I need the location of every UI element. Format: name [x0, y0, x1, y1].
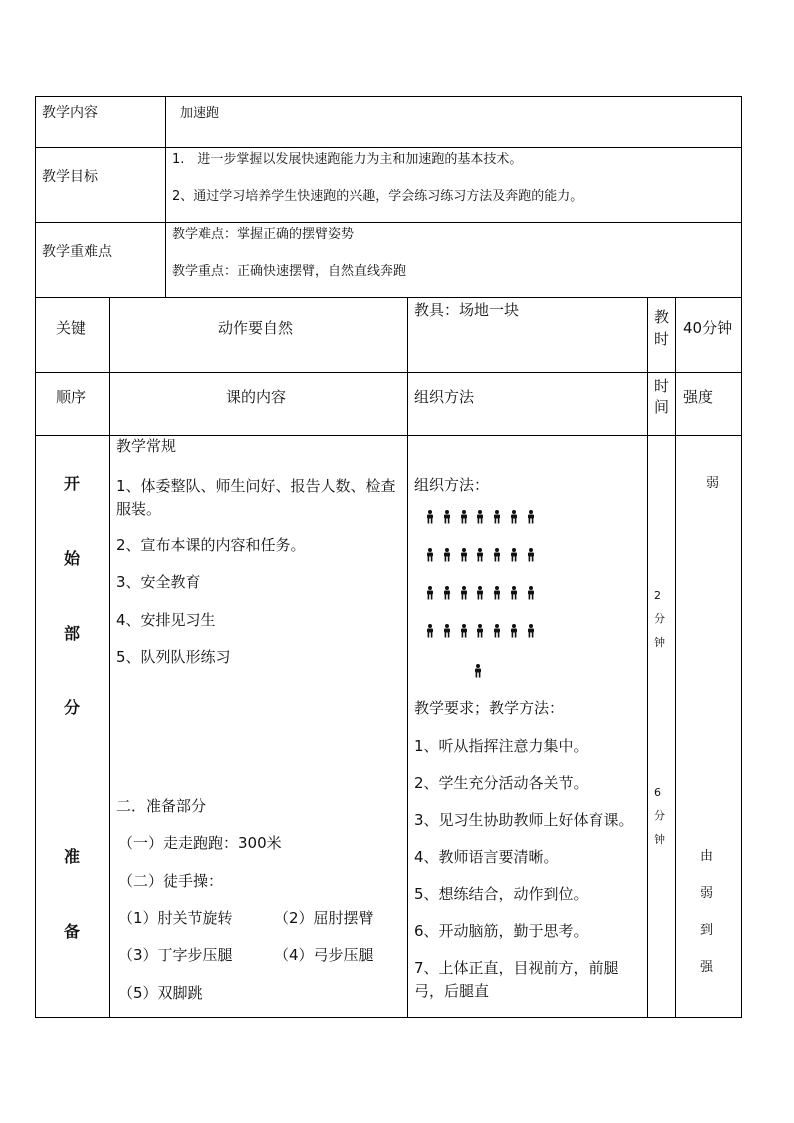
- student-figure-icon: [426, 624, 434, 638]
- requirement-item: 7、上体正直，目视前方，前腿弓，后腿直: [414, 959, 619, 1001]
- section-prep-char: 准: [64, 847, 81, 866]
- time-header: 时间: [654, 377, 670, 416]
- routine-item: 5、队列队形练习: [116, 648, 231, 666]
- org-method-title: 组织方法：: [414, 476, 490, 494]
- difficulty-label: 教学重难点: [42, 244, 112, 260]
- requirement-item: 4、教师语言要清晰。: [414, 848, 559, 866]
- prep-intensity-char: 弱: [700, 886, 714, 901]
- routine-item: 1、体委整队、师生问好、报告人数、检查服装。: [116, 477, 396, 519]
- prep-intensity-char: 到: [700, 923, 714, 938]
- student-figure-icon: [443, 624, 451, 638]
- routine-item: 2、宣布本课的内容和任务。: [116, 536, 306, 554]
- student-figure-icon: [527, 586, 535, 600]
- student-figure-icon: [474, 664, 482, 678]
- content-label: 教学内容: [42, 105, 98, 121]
- student-figure-icon: [493, 510, 501, 524]
- student-figure-icon: [527, 548, 535, 562]
- student-figure-icon: [527, 510, 535, 524]
- method-header: 组织方法: [414, 388, 475, 406]
- student-figure-icon: [426, 510, 434, 524]
- exercise-item: （2）屈肘摆臂: [274, 909, 374, 927]
- table-line: [35, 297, 742, 298]
- routine-title: 教学常规: [116, 437, 177, 455]
- order-header: 顺序: [56, 388, 87, 406]
- section-prep-char: 备: [64, 922, 81, 941]
- start-intensity: 弱: [706, 476, 720, 491]
- student-figure-icon: [443, 586, 451, 600]
- table-border-bottom: [35, 1017, 742, 1018]
- teach-time-label: 教时: [654, 308, 670, 348]
- exercise-item: （5）双脚跳: [118, 984, 203, 1002]
- student-figure-icon: [510, 624, 518, 638]
- content-header: 课的内容: [226, 388, 287, 406]
- start-time-char: 2: [654, 589, 661, 602]
- prep-intensity-char: 由: [700, 849, 714, 864]
- prep-time-char: 钟: [654, 833, 665, 846]
- intensity-header: 强度: [683, 388, 714, 406]
- routine-item: 3、安全教育: [116, 573, 201, 591]
- student-figure-icon: [426, 548, 434, 562]
- section-start-char: 部: [64, 624, 81, 643]
- student-figure-icon: [510, 548, 518, 562]
- section-start-char: 始: [64, 549, 81, 568]
- student-figure-icon: [510, 586, 518, 600]
- student-figure-icon: [443, 510, 451, 524]
- table-line: [35, 435, 742, 436]
- table-line: [35, 222, 742, 223]
- prep-item: （一）走走跑跑：300米: [118, 834, 282, 852]
- student-figure-icon: [426, 586, 434, 600]
- table-border-top: [35, 96, 742, 97]
- student-figure-icon: [493, 586, 501, 600]
- key-point-text: 教学重点：正确快速摆臂，自然直线奔跑: [172, 264, 407, 279]
- requirement-item: 2、学生充分活动各关节。: [414, 774, 589, 792]
- student-figure-icon: [443, 548, 451, 562]
- table-border-right: [741, 96, 742, 1018]
- student-figure-icon: [527, 624, 535, 638]
- requirement-item: 6、开动脑筋，勤于思考。: [414, 922, 589, 940]
- prep-intensity-char: 强: [700, 960, 714, 975]
- key-label: 关键: [56, 319, 87, 337]
- table-line: [647, 297, 648, 1018]
- student-figure-icon: [460, 586, 468, 600]
- key-value: 动作要自然: [218, 319, 294, 337]
- exercise-item: （1）肘关节旋转: [118, 909, 233, 927]
- table-line: [675, 297, 676, 1018]
- student-figure-icon: [493, 548, 501, 562]
- goal-label: 教学目标: [42, 169, 98, 185]
- exercise-item: （3）丁字步压腿: [118, 946, 233, 964]
- formation-diagram: [420, 510, 540, 680]
- routine-item: 4、安排见习生: [116, 611, 216, 629]
- section-start-char: 分: [64, 698, 81, 717]
- student-figure-icon: [476, 624, 484, 638]
- student-figure-icon: [493, 624, 501, 638]
- goal-item-1: 1. 进一步掌握以发展快速跑能力为主和加速跑的基本技术。: [172, 152, 523, 167]
- equipment-text: 教具：场地一块: [414, 301, 520, 319]
- student-figure-icon: [476, 586, 484, 600]
- prep-time-char: 6: [654, 786, 661, 799]
- student-figure-icon: [476, 548, 484, 562]
- prep-title: 二．准备部分: [116, 797, 207, 815]
- start-time-char: 分: [654, 612, 665, 625]
- table-line: [165, 96, 166, 298]
- table-line: [35, 372, 742, 373]
- prep-item: （二）徒手操：: [118, 872, 224, 890]
- difficulty-text: 教学难点：掌握正确的摆臂姿势: [172, 227, 355, 242]
- start-time-char: 钟: [654, 636, 665, 649]
- student-figure-icon: [460, 510, 468, 524]
- requirement-item: 5、想练结合，动作到位。: [414, 885, 589, 903]
- student-figure-icon: [476, 510, 484, 524]
- student-figure-icon: [510, 510, 518, 524]
- requirement-item: 1、听从指挥注意力集中。: [414, 737, 589, 755]
- content-value: 加速跑: [180, 106, 220, 121]
- table-line: [109, 297, 110, 1018]
- table-line: [35, 147, 742, 148]
- table-line: [407, 297, 408, 1018]
- requirement-item: 3、见习生协助教师上好体育课。: [414, 811, 634, 829]
- teach-time-value: 40分钟: [683, 319, 733, 337]
- table-border-left: [35, 96, 36, 1018]
- prep-time-char: 分: [654, 809, 665, 822]
- student-figure-icon: [460, 624, 468, 638]
- student-figure-icon: [460, 548, 468, 562]
- exercise-item: （4）弓步压腿: [274, 946, 374, 964]
- goal-item-2: 2、通过学习培养学生快速跑的兴趣，学会练习练习方法及奔跑的能力。: [172, 189, 584, 204]
- requirements-title: 教学要求；教学方法：: [414, 699, 565, 717]
- section-start-char: 开: [64, 474, 81, 493]
